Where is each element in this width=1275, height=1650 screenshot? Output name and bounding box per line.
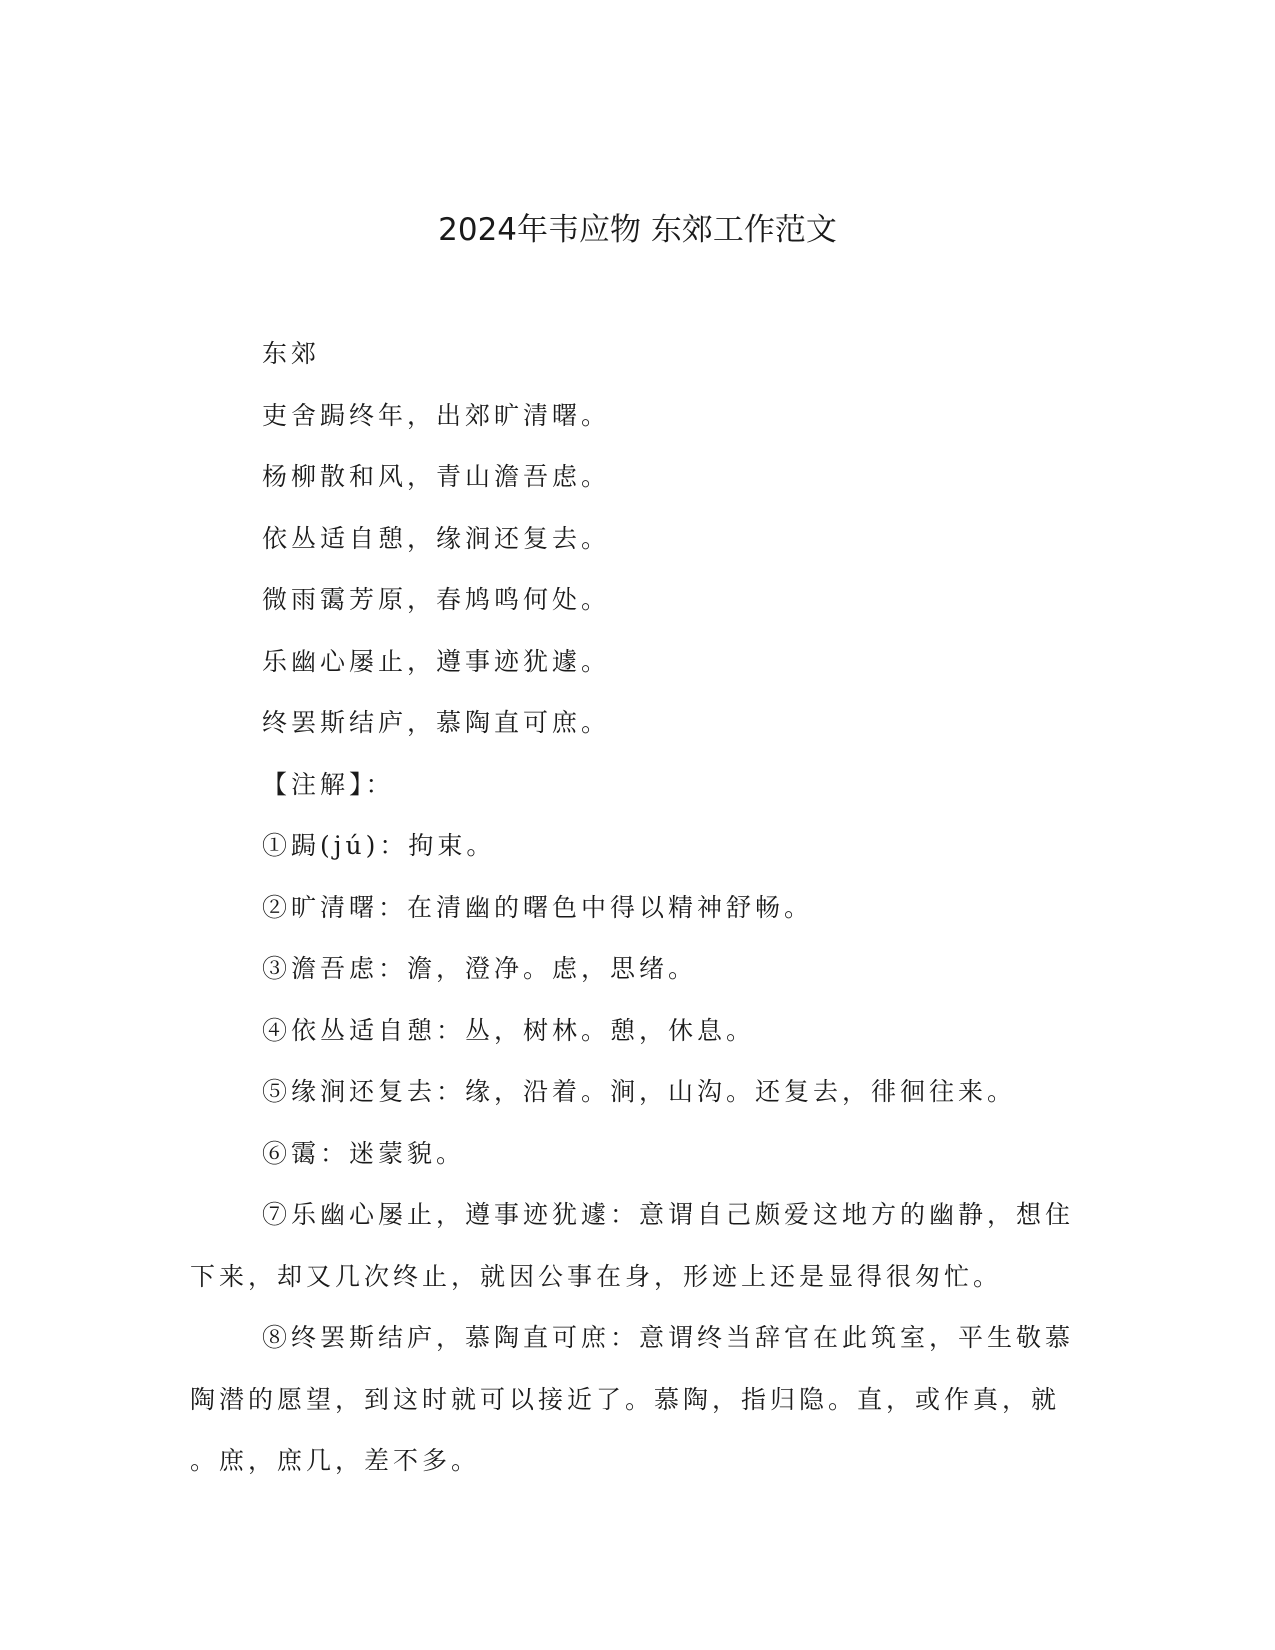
note-8-line-2: 陶潜的愿望，到这时就可以接近了。慕陶，指归隐。直，或作真，就	[190, 1384, 1061, 1414]
document-title: 2024年韦应物 东郊工作范文	[438, 212, 837, 248]
poem-heading: 东郊	[262, 339, 321, 368]
note-8-line-3: 。庶，庶几，差不多。	[190, 1446, 481, 1475]
note-item: ⑥霭：迷蒙貌。	[262, 1138, 466, 1168]
note-item: ③澹吾虑：澹，澄净。虑，思绪。	[262, 954, 698, 983]
poem-line: 杨柳散和风，青山澹吾虑。	[262, 462, 611, 491]
note-7-line-1: ⑦乐幽心屡止，遵事迹犹遽：意谓自己颇爱这地方的幽静，想住	[262, 1200, 1075, 1229]
note-item: ⑤缘涧还复去：缘，沿着。涧，山沟。还复去，徘徊往来。	[262, 1077, 1017, 1106]
note-item: ①跼(jú)：拘束。	[262, 831, 496, 860]
poem-line: 终罢斯结庐，慕陶直可庶。	[262, 708, 611, 737]
note-8-line-1: ⑧终罢斯结庐，慕陶直可庶：意谓终当辞官在此筑室，平生敬慕	[262, 1323, 1075, 1352]
poem-line: 微雨霭芳原，春鸠鸣何处。	[262, 585, 611, 614]
poem-line: 依丛适自憩，缘涧还复去。	[262, 523, 611, 553]
notes-heading: 【注解】：	[262, 769, 395, 799]
poem-line: 吏舍跼终年，出郊旷清曙。	[262, 400, 611, 430]
note-item: ②旷清曙：在清幽的曙色中得以精神舒畅。	[262, 892, 814, 922]
poem-line: 乐幽心屡止，遵事迹犹遽。	[262, 646, 611, 676]
document-body	[190, 323, 1090, 1492]
note-item: ④依丛适自憩：丛，树林。憩，休息。	[262, 1015, 756, 1045]
note-7-line-2: 下来，却又几次终止，就因公事在身，形迹上还是显得很匆忙。	[190, 1261, 1003, 1291]
